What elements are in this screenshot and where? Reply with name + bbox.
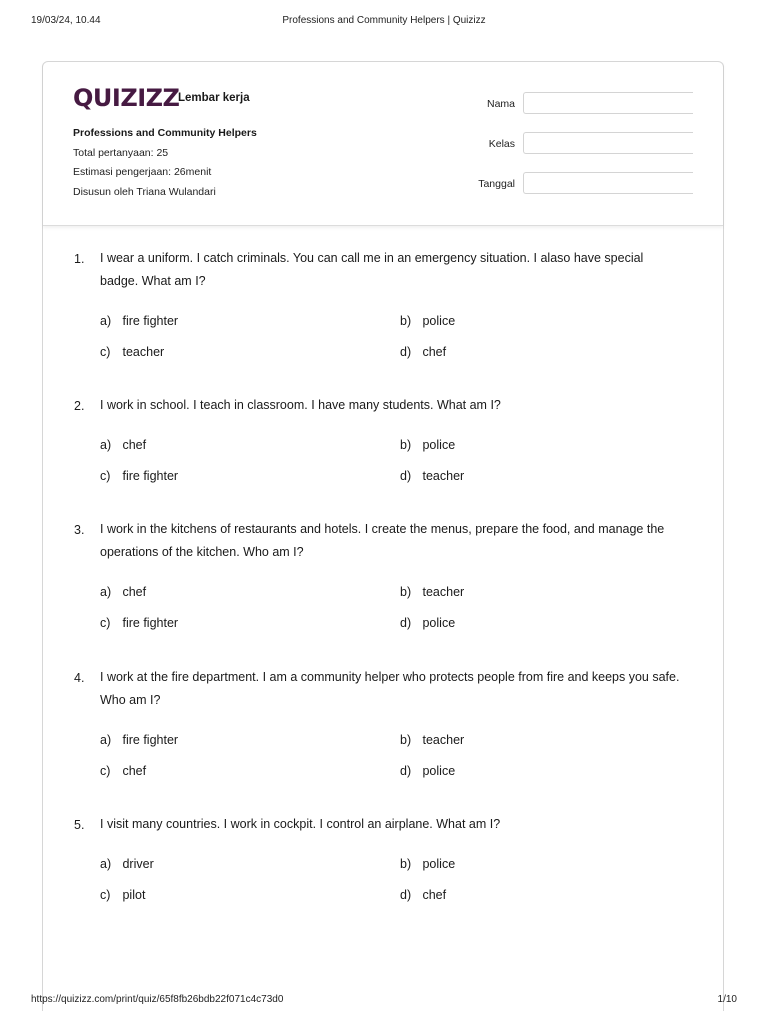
option-b — [400, 857, 455, 871]
print-date: 19/03/24, 10.44 — [31, 15, 101, 26]
option-d — [400, 764, 455, 778]
option-letter: b) — [400, 733, 412, 747]
option-text: driver — [122, 857, 154, 871]
worksheet-card — [42, 61, 724, 1011]
option-letter: b) — [400, 314, 412, 328]
option-text: police — [422, 438, 456, 452]
class-label: Kelas — [488, 138, 515, 150]
option-a — [100, 438, 146, 452]
option-text: police — [422, 616, 456, 630]
option-letter: c) — [100, 616, 111, 630]
option-text: fire fighter — [122, 616, 179, 630]
date-label: Tanggal — [478, 178, 515, 190]
option-text: fire fighter — [122, 314, 179, 328]
option-letter: d) — [400, 469, 412, 483]
question-text: I work in the kitchens of restaurants and hotels. I create the menus, prepare the food, and manage the operations of the kitchen. Who am I? — [100, 522, 665, 559]
quiz-title: Professions and Community Helpers — [73, 127, 257, 139]
option-letter: a) — [100, 585, 112, 599]
print-url: https://quizizz.com/print/quiz/65f8fb26bdb22f071c4c73d0 — [31, 994, 284, 1005]
option-letter: d) — [400, 764, 412, 778]
option-c — [100, 345, 164, 359]
question-text: I work at the fire department. I am a community helper who protects people from fire and keeps you safe. Who am I? — [100, 670, 680, 707]
option-text: chef — [422, 345, 447, 359]
quizizz-logo: QUIZIZZ — [73, 84, 180, 112]
class-field[interactable] — [523, 132, 693, 154]
option-text: fire fighter — [122, 733, 179, 747]
option-b — [400, 314, 455, 328]
option-text: teacher — [422, 469, 465, 483]
option-letter: b) — [400, 438, 412, 452]
option-letter: c) — [100, 888, 111, 902]
question-text: I wear a uniform. I catch criminals. You can call me in an emergency situation. I alaso have special badge. What am I? — [100, 251, 644, 288]
option-text: chef — [122, 764, 147, 778]
total-questions: Total pertanyaan: 25 — [73, 147, 169, 159]
option-text: police — [422, 764, 456, 778]
print-page-number: 1/10 — [717, 994, 737, 1005]
question-number: 3. — [74, 523, 85, 537]
estimated-time: Estimasi pengerjaan: 26menit — [73, 166, 212, 178]
option-b — [400, 438, 455, 452]
option-text: chef — [122, 438, 147, 452]
quiz-author: Disusun oleh Triana Wulandari — [73, 186, 216, 198]
option-text: police — [422, 857, 456, 871]
option-a — [100, 733, 178, 747]
option-d — [400, 888, 446, 902]
question-number: 2. — [74, 399, 85, 413]
option-d — [400, 616, 455, 630]
option-letter: c) — [100, 469, 111, 483]
date-field[interactable] — [523, 172, 693, 194]
option-text: teacher — [422, 733, 465, 747]
option-d — [400, 469, 464, 483]
option-a — [100, 314, 178, 328]
worksheet-header — [43, 62, 723, 226]
option-text: pilot — [122, 888, 146, 902]
option-text: chef — [122, 585, 147, 599]
option-text: teacher — [122, 345, 165, 359]
option-c — [100, 888, 145, 902]
option-letter: b) — [400, 585, 412, 599]
option-b — [400, 585, 464, 599]
option-letter: d) — [400, 888, 412, 902]
option-text: police — [422, 314, 456, 328]
option-letter: a) — [100, 438, 112, 452]
option-text: fire fighter — [122, 469, 179, 483]
question-text: I visit many countries. I work in cockpit. I control an airplane. What am I? — [100, 817, 501, 831]
option-text: teacher — [422, 585, 465, 599]
option-letter: a) — [100, 314, 112, 328]
option-c — [100, 616, 178, 630]
question-text: I work in school. I teach in classroom. I have many students. What am I? — [100, 398, 501, 412]
worksheet-label: Lembar kerja — [178, 92, 250, 104]
name-label: Nama — [486, 98, 515, 110]
option-letter: d) — [400, 345, 412, 359]
option-letter: c) — [100, 764, 111, 778]
name-field[interactable] — [523, 92, 693, 114]
option-a — [100, 857, 154, 871]
option-c — [100, 469, 178, 483]
option-d — [400, 345, 446, 359]
option-c — [100, 764, 146, 778]
question-number: 1. — [74, 252, 85, 266]
option-text: chef — [422, 888, 447, 902]
option-letter: c) — [100, 345, 111, 359]
option-b — [400, 733, 464, 747]
option-letter: a) — [100, 857, 112, 871]
option-letter: a) — [100, 733, 112, 747]
option-a — [100, 585, 146, 599]
option-letter: d) — [400, 616, 412, 630]
print-page-title: Professions and Community Helpers | Quizizz — [282, 15, 486, 26]
question-number: 4. — [74, 671, 85, 685]
option-letter: b) — [400, 857, 412, 871]
question-number: 5. — [74, 818, 85, 832]
